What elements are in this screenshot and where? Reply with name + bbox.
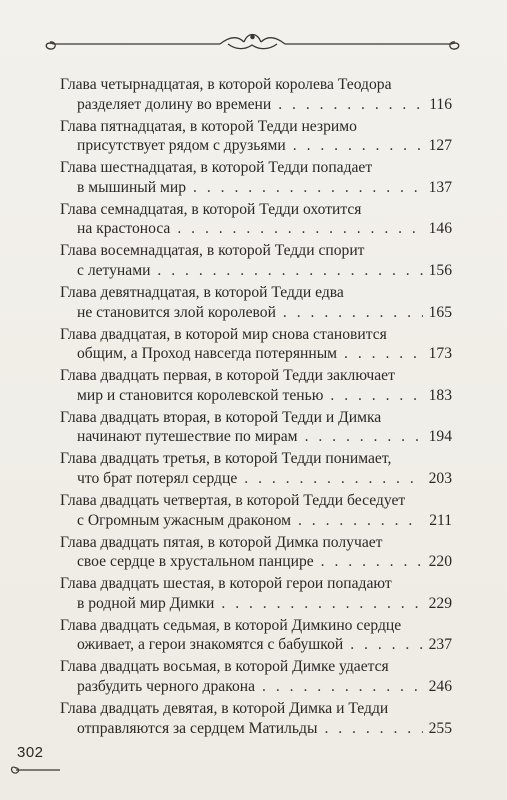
chapter-title-line2 — [60, 635, 452, 655]
toc-entry — [60, 200, 452, 242]
chapter-page-number: 116 — [429, 95, 452, 113]
chapter-title-continuation: что брат потерял сердце — [77, 469, 238, 487]
toc-entry — [60, 366, 452, 408]
toc-entry — [60, 533, 452, 575]
chapter-page-number: 156 — [428, 261, 452, 279]
chapter-title-line2 — [60, 261, 452, 281]
chapter-page-number: 194 — [428, 428, 452, 446]
chapter-title-line1: Глава двадцать шестая, в которой герои попадают — [60, 575, 392, 593]
chapter-title-continuation: на крастоноса — [77, 220, 171, 238]
dot-leader — [298, 511, 423, 531]
chapter-page-number: 183 — [428, 386, 452, 404]
toc-entry — [60, 449, 452, 491]
chapter-title-line1: Глава четырнадцатая, в которой королева Теодора — [60, 76, 392, 93]
chapter-page-number: 255 — [428, 719, 452, 737]
toc-entry — [60, 241, 452, 283]
chapter-title-line1: Глава двадцать седьмая, в которой Димкино сердце — [60, 616, 402, 634]
chapter-title-line2 — [60, 303, 452, 323]
chapter-title-continuation: разбудить черного дракона — [77, 677, 256, 695]
chapter-title-continuation: оживает, а герои знакомятся с бабушкой — [77, 636, 344, 654]
chapter-title-line1: Глава восемнадцатая, в которой Тедди спорит — [60, 242, 365, 260]
dot-leader — [177, 219, 422, 239]
chapter-title-line2 — [60, 344, 452, 364]
chapter-title-continuation: начинают путешествие по мирам — [77, 428, 298, 446]
chapter-page-number: 246 — [428, 677, 452, 695]
toc-entry — [60, 158, 452, 200]
toc-entry — [60, 616, 452, 658]
dot-leader — [193, 178, 423, 198]
chapter-title-line2 — [60, 469, 452, 489]
top-ornament-divider — [40, 28, 465, 56]
chapter-title-line2 — [60, 386, 452, 406]
chapter-title-line2 — [60, 552, 452, 572]
dot-leader — [283, 303, 423, 323]
chapter-page-number: 229 — [428, 594, 452, 612]
chapter-title-continuation: разделяет долину во времени — [77, 95, 272, 113]
chapter-title-continuation: в родной мир Димки — [77, 594, 215, 612]
chapter-title-continuation: общим, а Проход навсегда потерянным — [77, 345, 338, 363]
chapter-title-continuation: не становится злой королевой — [77, 303, 276, 321]
dot-leader — [221, 594, 422, 614]
chapter-title-continuation: отправляются за сердцем Матильды — [77, 719, 318, 737]
chapter-title-line2 — [60, 219, 452, 239]
toc-entry — [60, 657, 452, 699]
chapter-title-line1: Глава пятнадцатая, в которой Тедди незримо — [60, 117, 357, 135]
chapter-title-continuation: присутствует рядом с друзьями — [77, 137, 286, 155]
chapter-page-number: 137 — [428, 178, 452, 196]
chapter-title-line2 — [60, 95, 452, 115]
toc-entry — [60, 325, 452, 367]
chapter-title-line1: Глава двадцать первая, в которой Тедди заключает — [60, 367, 395, 385]
dot-leader — [321, 552, 423, 572]
dot-leader — [278, 95, 423, 115]
chapter-title-line2 — [60, 677, 452, 697]
toc-entry — [60, 117, 452, 159]
chapter-title-continuation: с Огромным ужасным драконом — [77, 511, 291, 529]
chapter-page-number: 237 — [428, 636, 452, 654]
chapter-page-number: 203 — [428, 469, 452, 487]
chapter-title-line2 — [60, 427, 452, 447]
chapter-title-line2 — [60, 511, 452, 531]
toc-entry — [60, 699, 452, 741]
chapter-title-continuation: в мышиный мир — [77, 178, 187, 196]
chapter-title-line1: Глава двадцать восьмая, в которой Димке удается — [60, 658, 389, 676]
chapter-title-line1: Глава двадцать вторая, в которой Тедди и Димка — [60, 408, 382, 426]
chapter-title-continuation: мир и становится королевской тенью — [77, 386, 324, 404]
bottom-ornament — [8, 758, 68, 780]
chapter-page-number: 165 — [428, 303, 452, 321]
chapter-title-line1: Глава двадцать четвертая, в которой Тедди беседует — [60, 491, 406, 509]
chapter-page-number: 173 — [428, 345, 452, 363]
chapter-title-line1: Глава шестнадцатая, в которой Тедди попадает — [60, 159, 373, 177]
dot-leader — [344, 344, 423, 364]
chapter-page-number: 127 — [428, 137, 452, 155]
chapter-page-number: 220 — [428, 553, 452, 571]
toc-entry — [60, 408, 452, 450]
chapter-page-number: 211 — [429, 511, 452, 529]
toc-entry — [60, 491, 452, 533]
dot-leader — [305, 427, 423, 447]
toc-entry — [60, 283, 452, 325]
chapter-title-line2 — [60, 594, 452, 614]
chapter-page-number: 146 — [428, 220, 452, 238]
chapter-title-line1: Глава двадцать третья, в которой Тедди понимает, — [60, 450, 392, 468]
dot-leader — [324, 719, 422, 739]
dot-leader — [350, 635, 422, 655]
dot-leader — [262, 677, 423, 697]
chapter-title-line1: Глава девятнадцатая, в которой Тедди едва — [60, 283, 344, 301]
dot-leader — [330, 386, 422, 406]
dot-leader — [293, 136, 423, 156]
dot-leader — [157, 261, 422, 281]
toc-entry — [60, 574, 452, 616]
chapter-title-continuation: свое сердце в хрустальном панцире — [77, 553, 314, 571]
chapter-title-line1: Глава двадцать девятая, в которой Димка и Тедди — [60, 699, 389, 717]
chapter-title-line1: Глава двадцатая, в которой мир снова становится — [60, 325, 387, 343]
page-number: 302 — [17, 744, 44, 761]
chapter-title-continuation: с летунами — [77, 261, 151, 279]
chapter-title-line1: Глава двадцать пятая, в которой Димка получает — [60, 533, 383, 551]
dot-leader — [244, 469, 422, 489]
chapter-title-line2 — [60, 719, 452, 739]
chapter-title-line2 — [60, 136, 452, 156]
chapter-title-line2 — [60, 178, 452, 198]
toc-entry — [60, 75, 452, 117]
table-of-contents — [60, 75, 452, 741]
chapter-title-line1: Глава семнадцатая, в которой Тедди охотится — [60, 200, 362, 218]
